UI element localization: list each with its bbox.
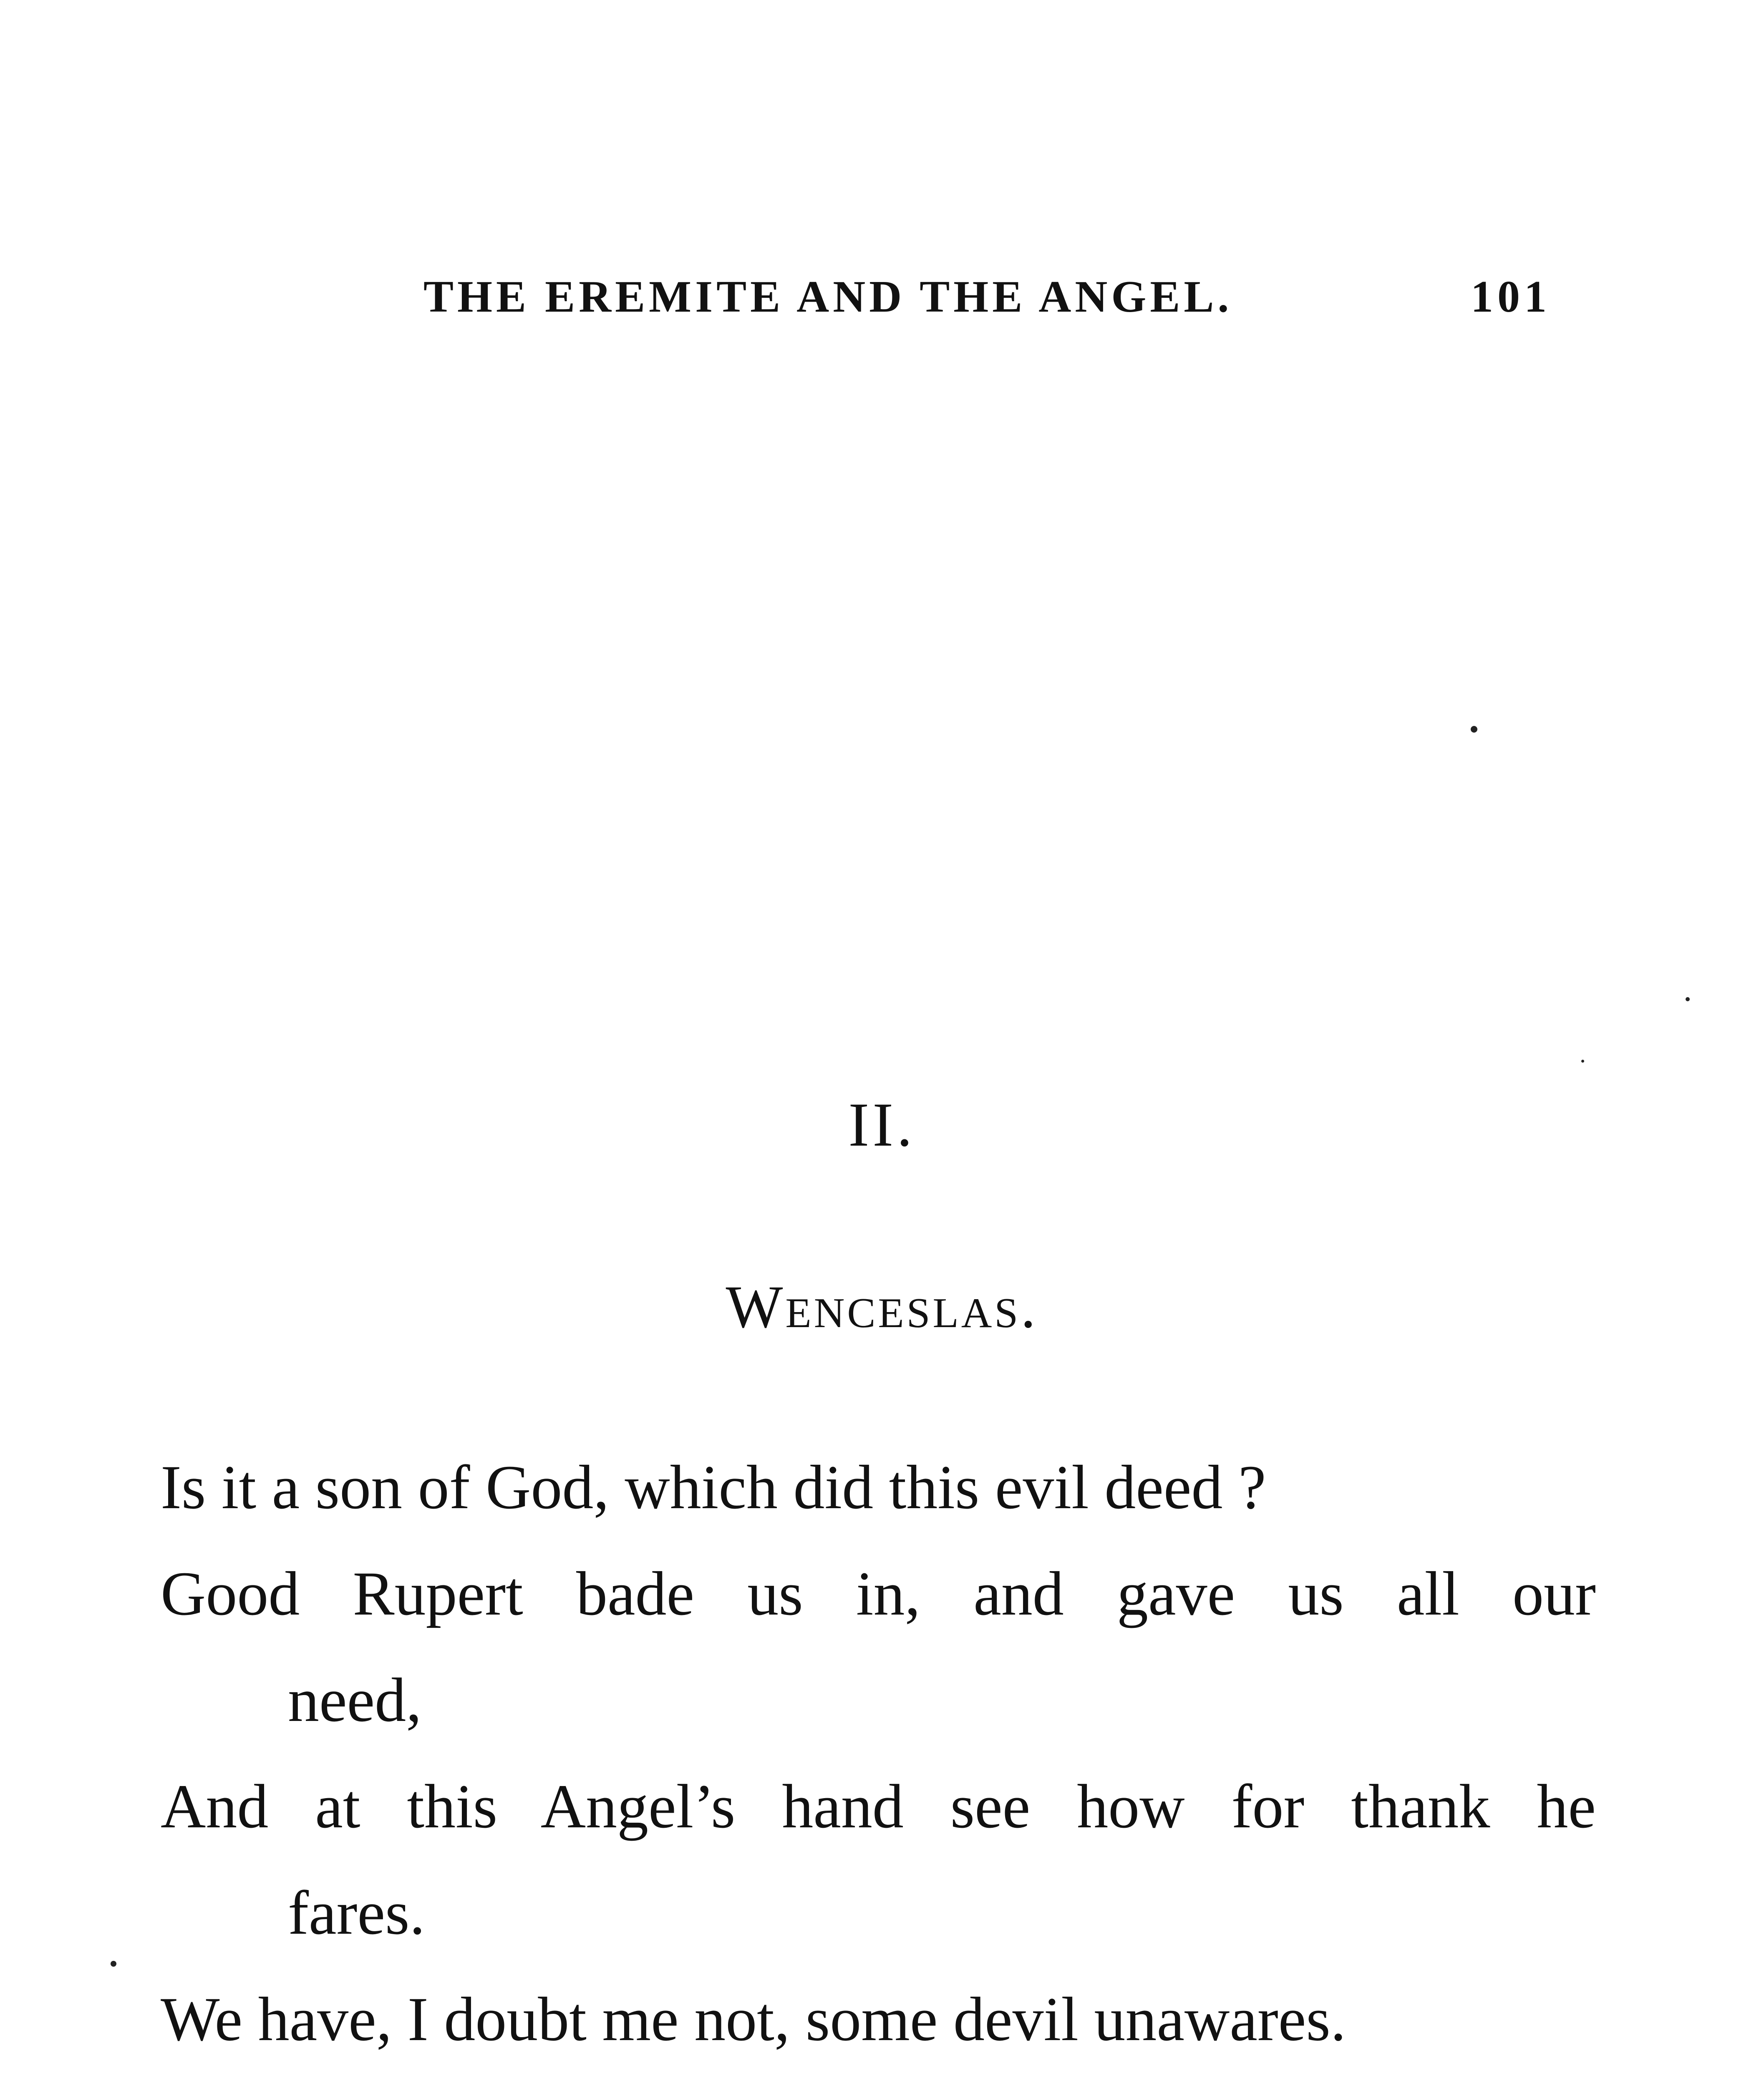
verse-line: Is it a son of God, which did this evil deed ? [161, 1453, 1266, 1522]
ink-speck [111, 1961, 116, 1967]
ink-speck [1471, 726, 1477, 733]
section-number: II. [848, 1090, 916, 1159]
verse-line: Good Rupert bade us in, and gave us all our [161, 1559, 1596, 1628]
running-head-title: THE EREMITE AND THE ANGEL. [423, 272, 1233, 322]
verse-line-continuation: fares. [288, 1878, 425, 1947]
verse-line: We have, I doubt me not, some devil unawares. [161, 1985, 1346, 2054]
verse-line: And at this Angel’s hand see how for thank he [161, 1772, 1596, 1841]
ink-speck [1686, 997, 1690, 1001]
ink-speck [1581, 1060, 1584, 1063]
speaker-name: Wenceslas. [726, 1274, 1038, 1340]
verse-line-continuation: need, [288, 1665, 422, 1735]
page-number: 101 [1471, 272, 1551, 322]
